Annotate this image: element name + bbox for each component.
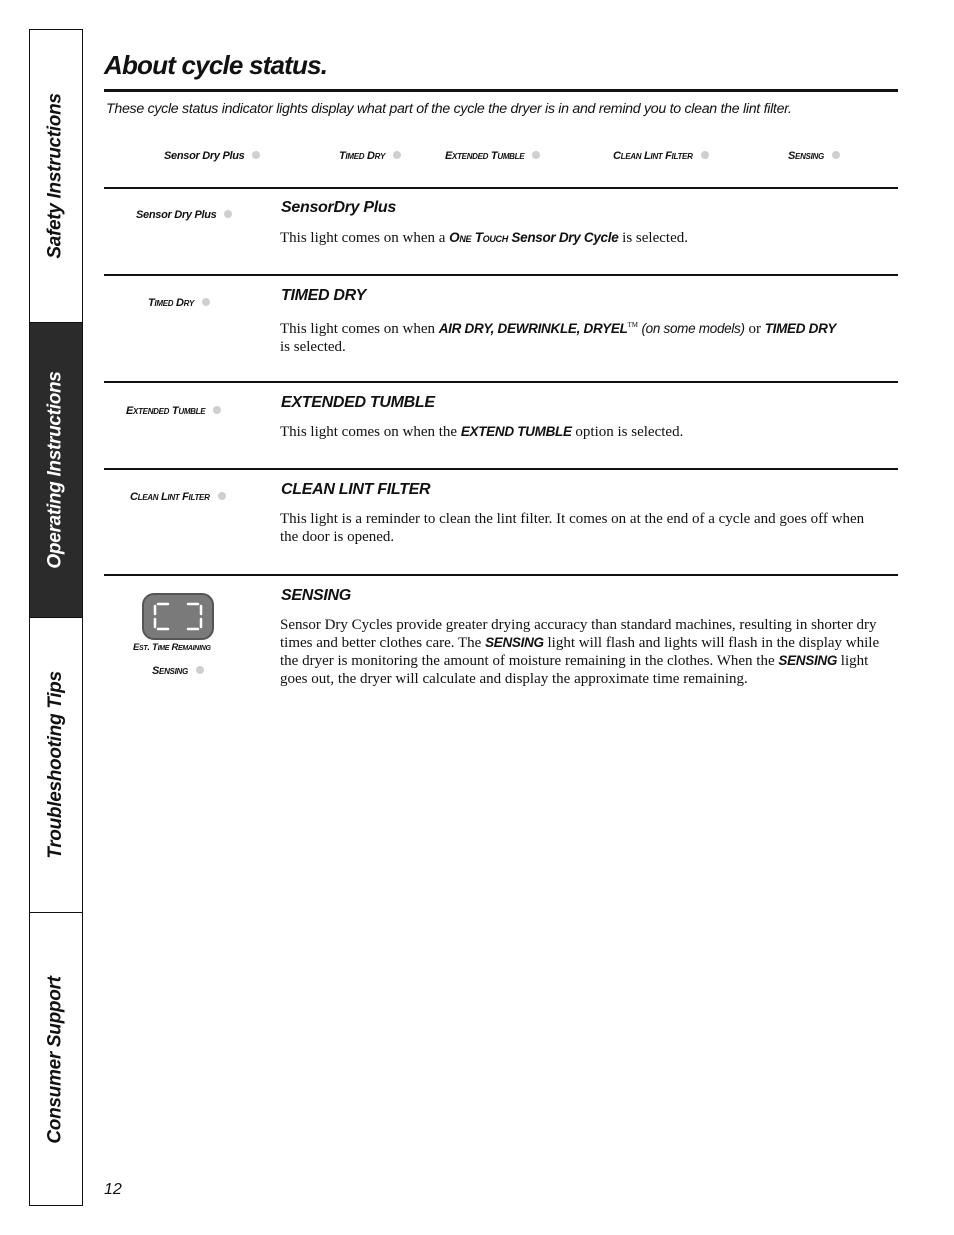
indicator-light-icon: [202, 298, 210, 306]
body-emphasis: TIMED DRY: [764, 321, 837, 336]
indicator-label: Timed Dry: [148, 297, 194, 309]
indicator-light-icon: [213, 406, 221, 414]
body-text: light will flash and lights will flash in the display while the dryer is monitoring the amount of moisture remaining in the clothes. When the: [280, 635, 880, 669]
indicator-sensing: [152, 665, 204, 677]
body-text: This light comes on when the: [280, 424, 461, 440]
body-text: This light comes on when: [280, 321, 439, 337]
indicator-label: Sensing: [788, 150, 824, 162]
divider: [104, 274, 898, 276]
tab-label: Troubleshooting Tips: [45, 671, 66, 859]
body-text: option is selected.: [571, 424, 684, 440]
section-body: [280, 316, 880, 356]
body-emphasis: Sensor Dry Cycle: [507, 230, 619, 245]
indicator-light-icon: [196, 666, 204, 674]
indicator-label: Sensing: [152, 665, 188, 677]
time-display-icon: [142, 593, 214, 640]
indicator-timed-dry: [339, 150, 401, 162]
indicator-timed-dry: [148, 297, 210, 309]
indicator-clean-lint-filter: [130, 491, 226, 503]
section-heading: CLEAN LINT FILTER: [281, 481, 431, 498]
indicator-label: Clean Lint Filter: [130, 491, 210, 503]
indicator-light-icon: [224, 210, 232, 218]
tab-operating-instructions[interactable]: [30, 323, 82, 618]
body-emphasis: SENSING: [485, 635, 544, 650]
trademark-mark: TM: [627, 321, 639, 329]
indicator-light-icon: [832, 151, 840, 159]
body-text: light goes out, the dryer will calculate and display the approximate time remaining.: [280, 653, 869, 687]
indicator-label: Timed Dry: [339, 150, 385, 162]
page-number: 12: [104, 1181, 122, 1198]
tab-label: Safety Instructions: [45, 93, 66, 259]
indicator-label: Sensor Dry Plus: [136, 209, 217, 221]
indicator-label: Clean Lint Filter: [613, 150, 693, 162]
divider: [104, 381, 898, 383]
body-text: or: [744, 321, 765, 337]
body-emphasis: SENSING: [778, 653, 838, 668]
tab-label: Operating Instructions: [45, 371, 67, 569]
body-text: Sensor Dry Cycles provide greater drying accuracy than standard machines, resulting in shorter dry times and better clothes care. The: [280, 617, 877, 651]
body-text: is selected.: [618, 230, 688, 246]
display-label: Est. Time Remaining: [133, 642, 211, 653]
tab-troubleshooting-tips[interactable]: [30, 618, 82, 913]
tab-consumer-support[interactable]: [30, 913, 82, 1207]
body-emphasis: EXTEND TUMBLE: [460, 424, 572, 439]
indicator-sensor-dry-plus: [136, 209, 232, 221]
body-emphasis: AIR DRY, DEWRINKLE, DRYEL: [438, 321, 628, 336]
indicator-label: Sensor Dry Plus: [164, 150, 245, 162]
indicator-sensor-dry-plus: [164, 150, 260, 162]
page-title: About cycle status.: [104, 50, 328, 80]
body-text: is selected.: [280, 339, 346, 355]
indicator-extended-tumble: [445, 150, 540, 162]
indicator-light-icon: [252, 151, 260, 159]
section-body: This light is a reminder to clean the lint filter. It comes on at the end of a cycle and goes off when the door is opened.: [280, 511, 865, 545]
indicator-label: Extended Tumble: [445, 150, 525, 162]
section-heading: SensorDry Plus: [281, 199, 396, 216]
tab-label: Consumer Support: [45, 976, 67, 1144]
tab-safety-instructions[interactable]: [30, 30, 82, 323]
intro-text: These cycle status indicator lights display what part of the cycle the dryer is in and remind you to clean the lint filter.: [106, 101, 792, 117]
body-emphasis: One Touch: [449, 230, 508, 245]
indicator-label: Extended Tumble: [126, 405, 206, 417]
indicator-extended-tumble: [126, 405, 221, 417]
section-heading: SENSING: [281, 587, 351, 604]
indicator-light-icon: [701, 151, 709, 159]
section-body: [280, 423, 880, 441]
divider: [104, 574, 898, 576]
section-tabs: [29, 29, 83, 1206]
indicator-clean-lint-filter: [613, 150, 709, 162]
segment-display-icon: [144, 595, 212, 638]
section-heading: EXTENDED TUMBLE: [281, 394, 435, 411]
indicator-sensing: [788, 150, 840, 162]
indicator-light-icon: [532, 151, 540, 159]
section-body: [280, 229, 880, 247]
section-body: [280, 616, 880, 688]
section-heading: TIMED DRY: [281, 287, 367, 304]
divider: [104, 187, 898, 189]
body-text: This light comes on when a: [280, 230, 450, 246]
indicator-light-icon: [218, 492, 226, 500]
body-italic: (on some models): [638, 321, 745, 336]
indicator-light-icon: [393, 151, 401, 159]
divider: [104, 468, 898, 470]
title-rule: [104, 89, 898, 92]
